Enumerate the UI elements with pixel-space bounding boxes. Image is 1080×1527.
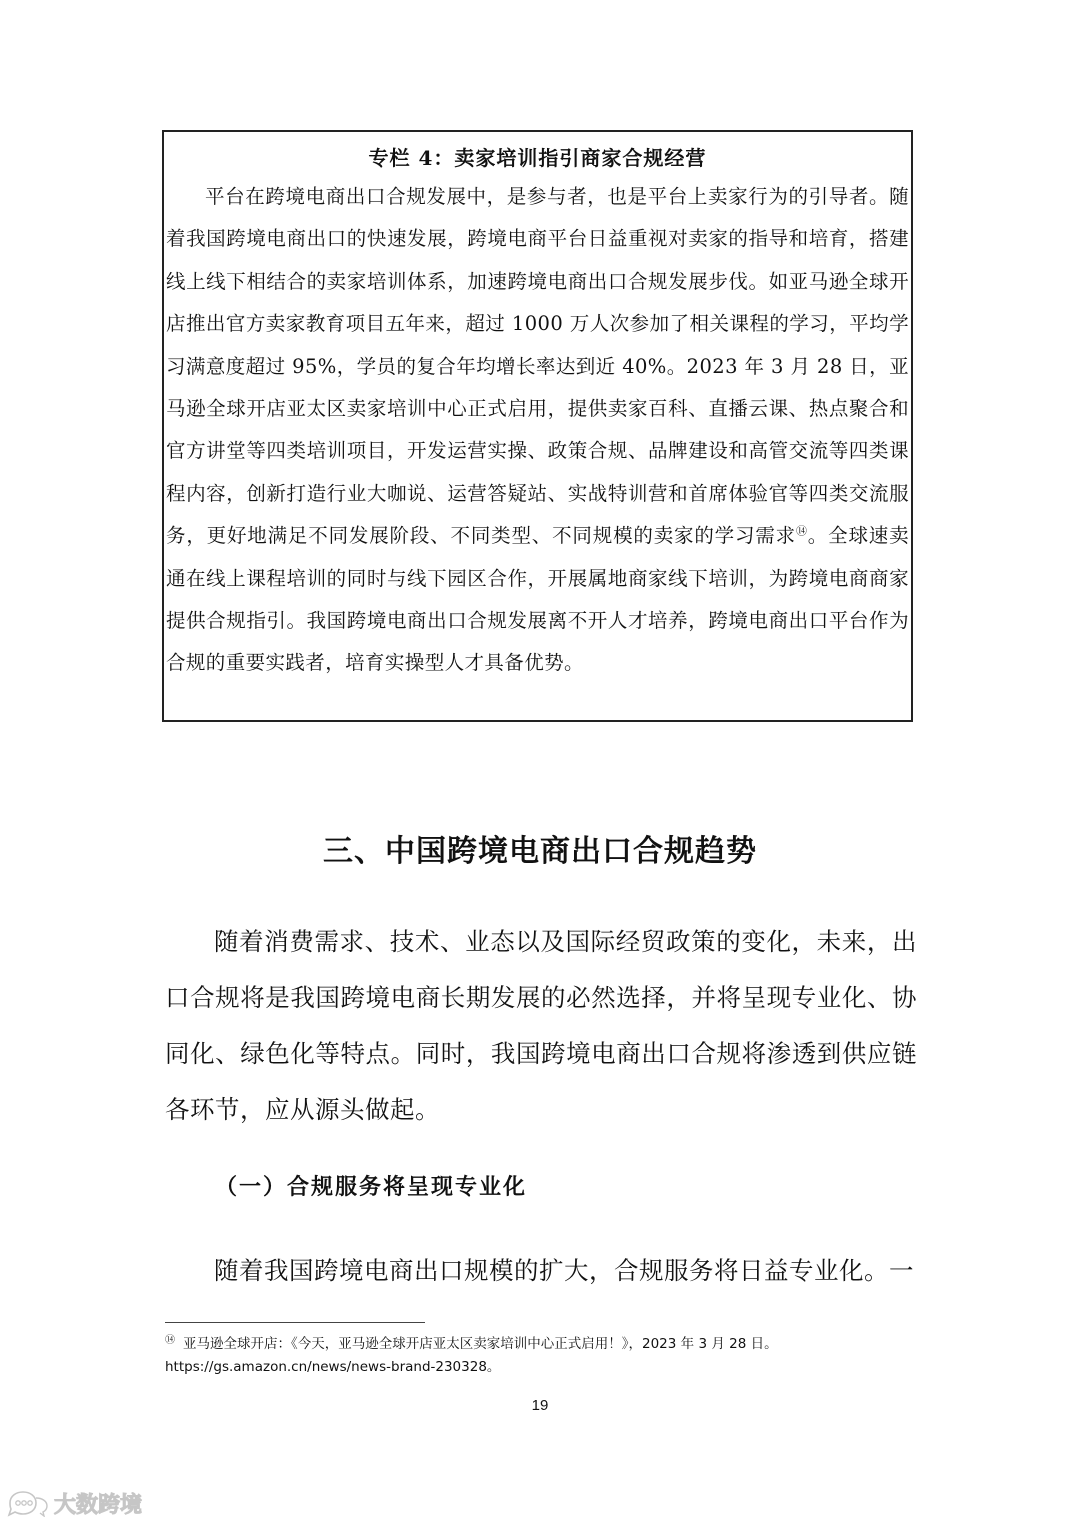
column-box-text: [166, 176, 909, 685]
watermark-text: 大数跨境: [54, 1492, 143, 1518]
footnote-url[interactable]: https://gs.amazon.cn/news/news-brand-230328。: [165, 1359, 501, 1375]
chat-bubble-logo-icon: [6, 1489, 50, 1517]
footnote-divider: [165, 1322, 425, 1323]
column-box: [162, 130, 913, 722]
body-paragraph-2: 随着我国跨境电商出口规模的扩大，合规服务将日益专业化。一: [214, 1256, 914, 1285]
body-paragraph-1: 随着消费需求、技术、业态以及国际经贸政策的变化，未来，出口合规将是我国跨境电商长期发展的必然选择，并将呈现专业化、协同化、绿色化等特点。同时，我国跨境电商出口合规将渗透到供应链各环节，应从源头做起。: [165, 927, 917, 1124]
footnote-reference[interactable]: ⑭: [795, 524, 808, 538]
footnote-text: 亚马逊全球开店：《今天，亚马逊全球开店亚太区卖家培训中心正式启用！》，2023 年 3 月 28 日。: [183, 1336, 778, 1352]
column-box-title: 专栏 4：卖家培训指引商家合规经营: [368, 146, 707, 170]
watermark: [6, 1488, 142, 1518]
column-box-text-part-1: 平台在跨境电商出口合规发展中，是参与者，也是平台上卖家行为的引导者。随着我国跨境电商出口的快速发展，跨境电商平台日益重视对卖家的指导和培育，搭建线上线下相结合的卖家培训体系，加速跨境电商出口合规发展步伐。如亚马逊全球开店推出官方卖家教育项目五年来，超过 1000 万人次参加了相关课程的学习，平均学习满意度超过 95%，学员的复合年均增长率达到近 40%。2023 年 3 月 28 日，亚马逊全球开店亚太区卖家培训中心正式启用，提供卖家百科、直播云课、热点聚合和官方讲堂等四类培训项目，开发运营实操、政策合规、品牌建设和高管交流等四类课程内容，创新打造行业大咖说、运营答疑站、实战特训营和首席体验官等四类交流服务，更好地满足不同发展阶段、不同类型、不同规模的卖家的学习需求: [166, 185, 909, 548]
footnote-mark: ⑭: [165, 1334, 175, 1346]
section-heading: 三、中国跨境电商出口合规趋势: [323, 834, 757, 869]
page-number: 19: [531, 1397, 549, 1414]
subsection-heading: （一）合规服务将呈现专业化: [215, 1175, 528, 1200]
footnote: [165, 1333, 925, 1379]
column-box-text-part-2: 。全球速卖通在线上课程培训的同时与线下园区合作，开展属地商家线下培训，为跨境电商商家提供合规指引。我国跨境电商出口合规发展离不开人才培养，跨境电商出口平台作为合规的重要实践者，培育实操型人才具备优势。: [166, 524, 909, 675]
